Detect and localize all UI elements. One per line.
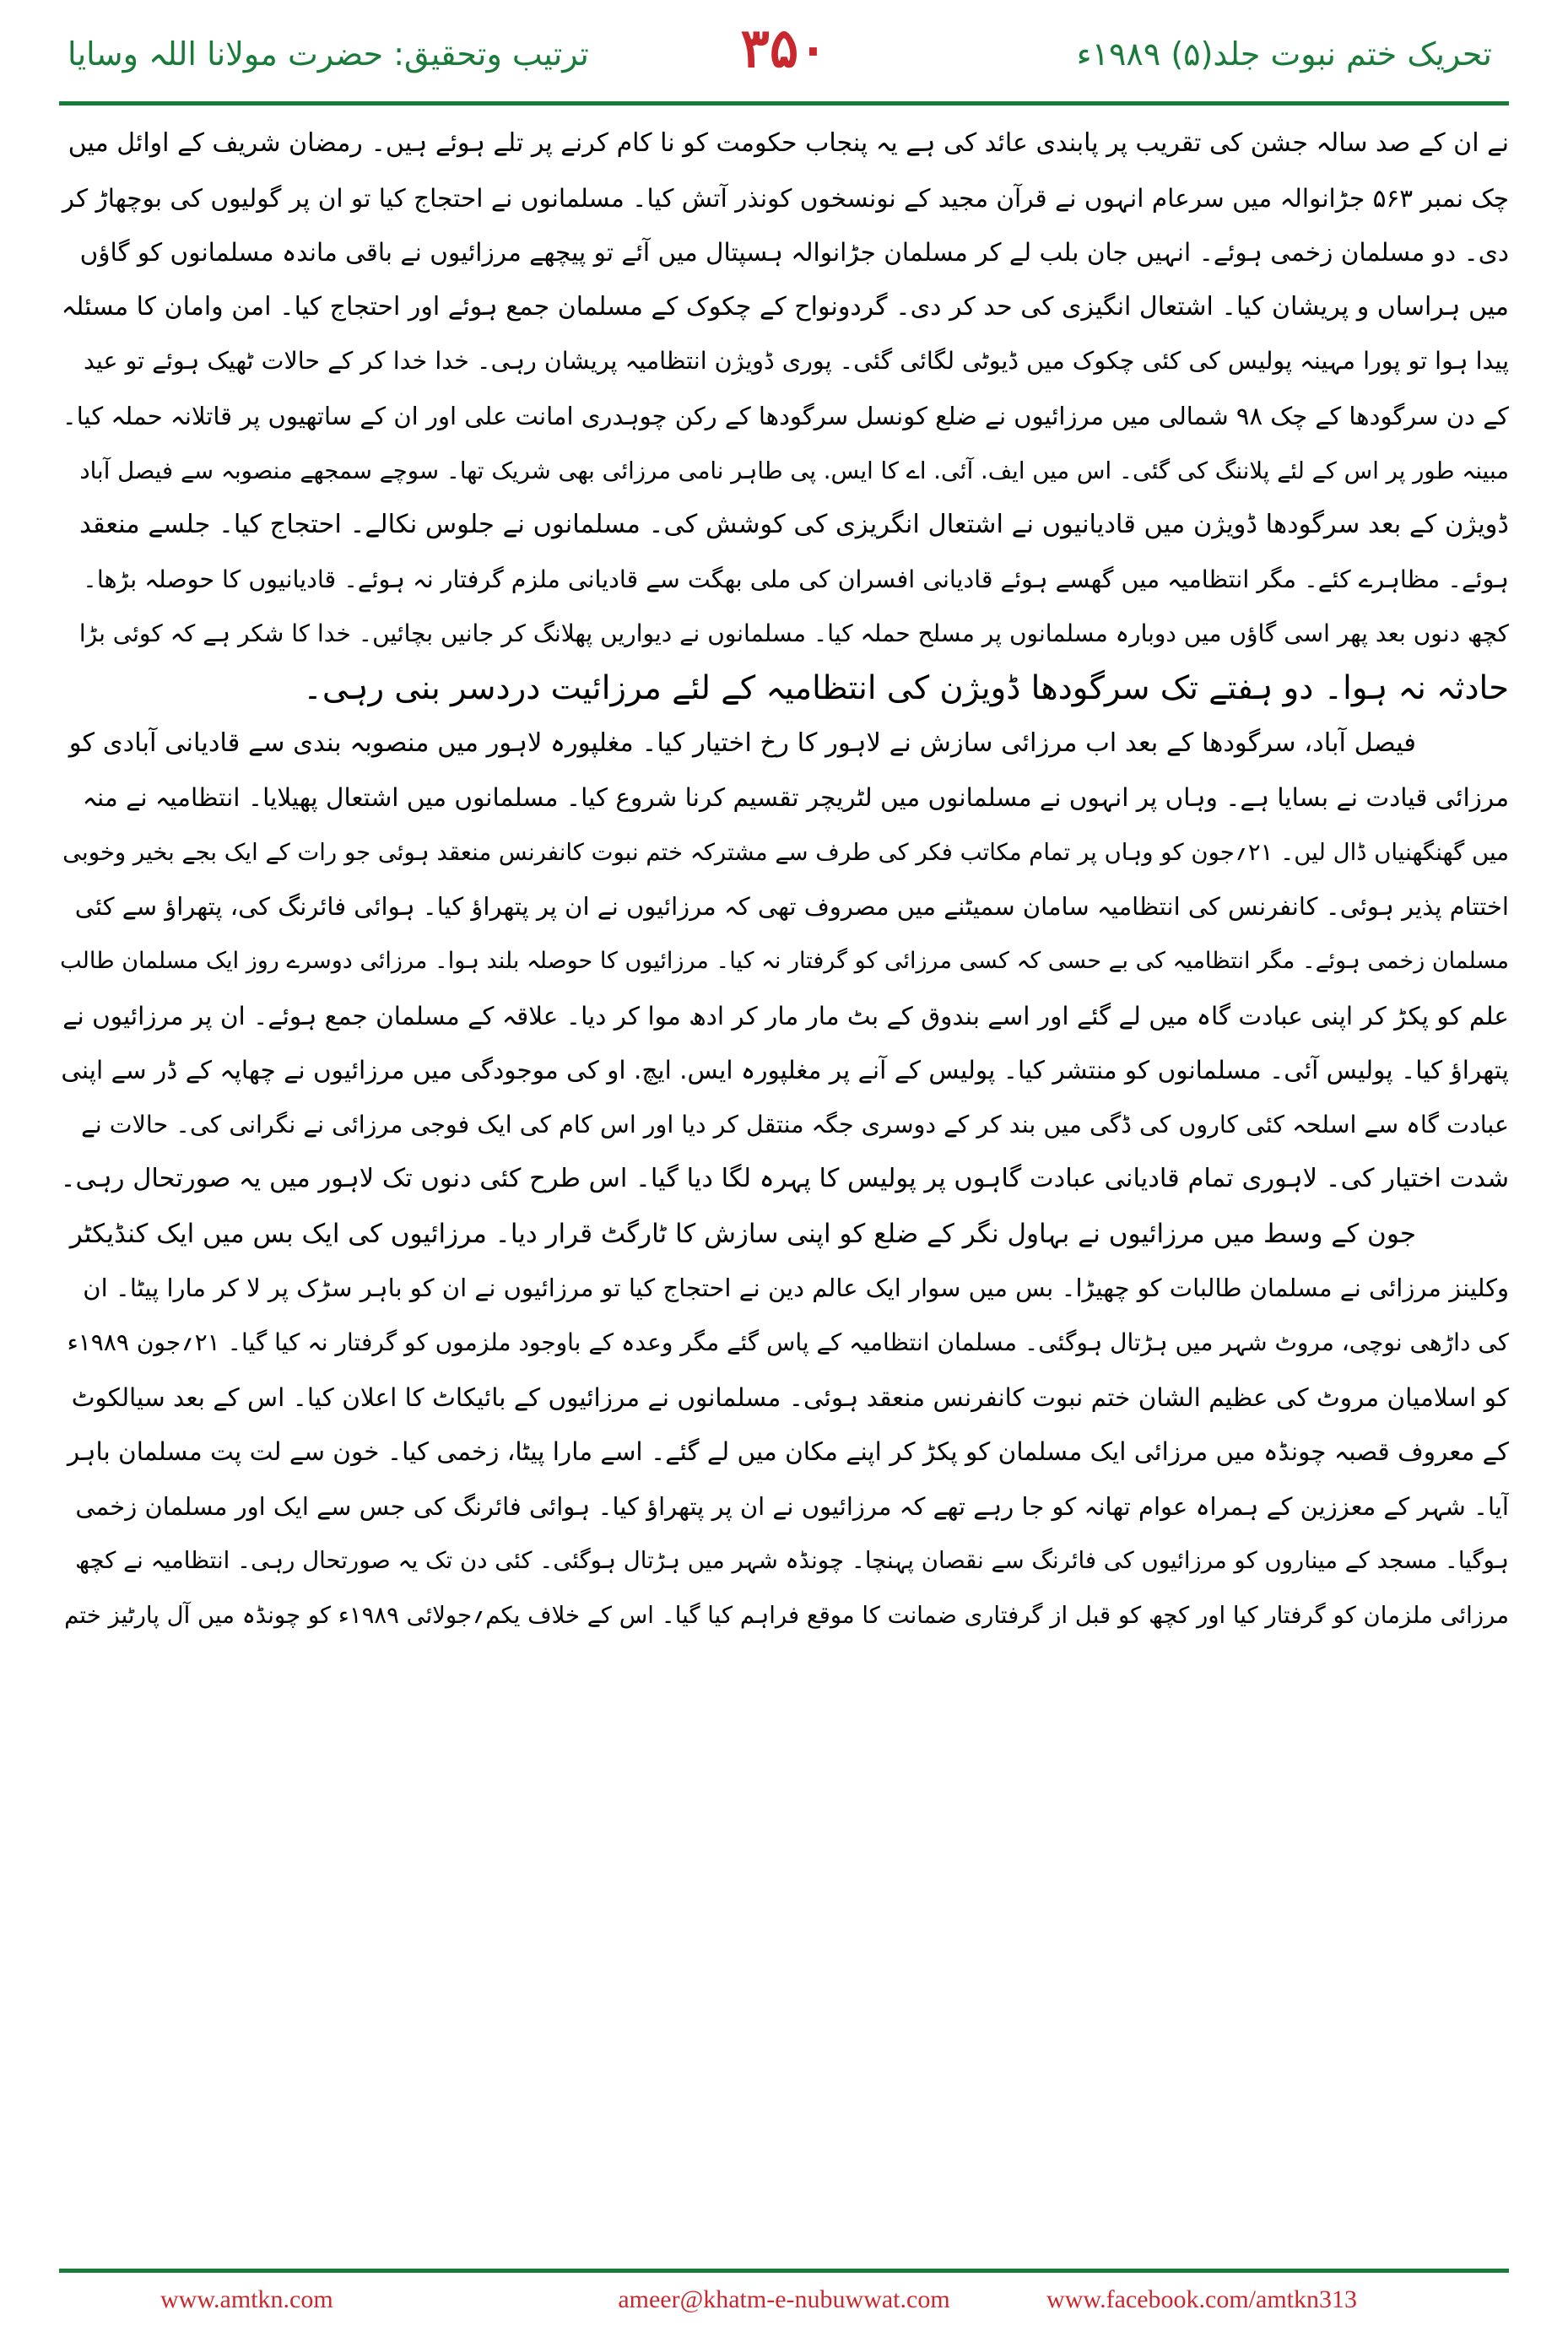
text-line: کو اسلامیان مروٹ کی عظیم الشان ختم نبوت کانفرنس منعقد ہوئی۔ مسلمانوں نے مرزائیوں کے بائیکاٹ کا اعلان کیا۔ اس کے بعد سیالکوٹ	[71, 1382, 1509, 1412]
text-line: مرزائی قیادت نے بسایا ہے۔ وہاں پر انہوں نے مسلمانوں میں لٹریچر تقسیم کرنا شروع کیا۔ مسلمانوں میں اشتعال پھیلایا۔ انتظامیہ نے منہ	[82, 783, 1509, 813]
text-line: ہوئے۔ مظاہرے کئے۔ مگر انتظامیہ میں گھسے ہوئے قادیانی افسران کی ملی بھگت سے قادیانی ملزم گرفتار نہ ہوئے۔ قادیانیوں کا حوصلہ بڑھا۔	[83, 565, 1509, 593]
text-line: آیا۔ شہر کے معززین کے ہمراہ عوام تھانہ کو جا رہے تھے کہ مرزائیوں نے ان پر پتھراؤ کیا۔ ہوائی فائرنگ کی جس سے ایک اور مسلمان زخمی	[75, 1491, 1509, 1521]
text-line: کے دن سرگودھا کے چک ۹۸ شمالی میں مرزائیوں نے ضلع کونسل سرگودھا کے رکن چوہدری امانت علی اور ان کے ساتھیوں پر قاتلانہ حملہ کیا۔	[62, 401, 1509, 430]
text-line: علم کو پکڑ کر اپنی عبادت گاہ میں لے گئے اور اسے بندوق کے بٹ مار مار کر ادھ موا کر دیا۔ علاقہ کے مسلمان جمع ہوئے۔ ان پر مرزائیوں نے	[62, 1001, 1509, 1030]
text-line: دی۔ دو مسلمان زخمی ہوئے۔ انہیں جان بلب لے کر مسلمان جڑانوالہ ہسپتال میں آئے تو پیچھے مرزائیوں نے باقی ماندہ مسلمانوں کو گاؤں	[79, 238, 1509, 268]
page-footer	[0, 2279, 1568, 2321]
footer-divider	[59, 2269, 1509, 2273]
text-line: اختتام پذیر ہوئی۔ کانفرنس کی انتظامیہ سامان سمیٹنے میں مصروف تھی کہ مرزائیوں نے ان پر پتھراؤ کیا۔ ہوائی فائرنگ کی، پتھراؤ سے کئی	[74, 892, 1509, 922]
text-line: میں ہراساں و پریشان کیا۔ اشتعال انگیزی کی حد کر دی۔ گردونواح کے چکوک کے مسلمان جمع ہوئے اور احتجاج کیا۔ امن وامان کا مسئلہ	[61, 291, 1509, 322]
text-line: مبینہ طور پر اس کے لئے پلاننگ کی گئی۔ اس میں ایف. آئی. اے کا ایس. پی طاہر نامی مرزائی بھی شریک تھا۔ سوچے سمجھے منصوبہ سے فیصل آباد	[79, 457, 1509, 484]
text-line: کے معروف قصبہ چونڈہ میں مرزائی ایک مسلمان کو پکڑ کر اپنے مکان میں لے گئے۔ اسے مارا پیٹا، زخمی کیا۔ خون سے لت پت مسلمان باہر	[67, 1437, 1509, 1467]
text-line: ڈویژن کے بعد سرگودھا ڈویژن میں قادیانیوں نے اشتعال انگریزی کی کوشش کی۔ مسلمانوں نے جلوس نکالے۔ احتجاج کیا۔ جلسے منعقد	[78, 510, 1509, 540]
text-line: عبادت گاہ سے اسلحہ کئی کاروں کی ڈگی میں بند کر کے دوسری جگہ منتقل کر دیا اور اس کام کی ایک فوجی مرزائی نے نگرانی کی۔ حالات نے	[81, 1110, 1509, 1139]
compiler-credit: ترتیب وتحقیق: حضرت مولانا اللہ وسایا	[68, 35, 589, 73]
text-line: پیدا ہوا تو پورا مہینہ پولیس کی کئی چکوک میں ڈیوٹی لگائی گئی۔ پوری ڈویژن انتظامیہ پریشان رہی۔ خدا خدا کر کے حالات ٹھیک ہوئے تو عید	[83, 347, 1509, 376]
page-header	[0, 0, 1568, 101]
page-body	[59, 116, 1509, 2201]
text-line: کچھ دنوں بعد پھر اسی گاؤں میں دوبارہ مسلمانوں پر مسلح حملہ کیا۔ مسلمانوں نے دیواریں پھلانگ کر جانیں بچائیں۔ خدا کا شکر ہے کہ کوئی بڑا	[78, 619, 1509, 648]
text-line: حادثہ نہ ہوا۔ دو ہفتے تک سرگودھا ڈویژن کی انتظامیہ کے لئے مرزائیت دردسر بنی رہی۔	[303, 668, 1509, 707]
page-number: ۳۵۰	[740, 17, 828, 80]
text-line: چک نمبر ۵۶۳ جڑانوالہ میں سرعام انہوں نے قرآن مجید کے نونسخوں کونذر آتش کیا۔ مسلمانوں نے احتجاج کیا تو ان پر گولیوں کی بوچھاڑ کر	[62, 183, 1509, 213]
book-title: تحریک ختم نبوت جلد(۵) ۱۹۸۹ء	[1076, 35, 1492, 73]
header-divider	[59, 101, 1509, 105]
text-line: کی داڑھی نوچی، مروٹ شہر میں ہڑتال ہوگئی۔ مسلمان انتظامیہ کے پاس گئے مگر وعدہ کے باوجود ملزموں کو گرفتار نہ کیا گیا۔ ۲۱؍جون ۱۹۸۹ء	[67, 1328, 1509, 1357]
text-line: میں گھنگھنیاں ڈال لیں۔ ۲۱؍جون کو وہاں پر تمام مکاتب فکر کی طرف سے مشترکہ ختم نبوت کانفرنس منعقد ہوئی جو رات کے ایک بجے بخیر وخوبی	[62, 838, 1509, 866]
website-link[interactable]: www.amtkn.com	[160, 2285, 333, 2313]
text-line: جون کے وسط میں مرزائیوں نے بہاول نگر کے ضلع کو اپنی سازش کا ٹارگٹ قرار دیا۔ مرزائیوں کی ایک بس میں ایک کنڈیکٹر	[69, 1218, 1416, 1249]
text-line: نے ان کے صد سالہ جشن کی تقریب پر پابندی عائد کی ہے یہ پنجاب حکومت کو نا کام کرنے پر تلے ہوئے ہیں۔ رمضان شریف کے اوائل میں	[68, 128, 1509, 158]
facebook-link[interactable]: www.facebook.com/amtkn313	[1046, 2285, 1357, 2313]
text-line: وکلینز مرزائی نے مسلمان طالبات کو چھیڑا۔ بس میں سوار ایک عالم دین نے احتجاج کیا تو مرزائیوں نے ان کو باہر سڑک پر لا کر مارا پیٹا۔ ان	[83, 1274, 1509, 1303]
text-line: ہوگیا۔ مسجد کے میناروں کو مرزائیوں کی فائرنگ سے نقصان پہنچا۔ چونڈہ شہر میں ہڑتال ہوگئی۔ کئی دن تک یہ صورتحال رہی۔ انتظامیہ نے کچھ	[75, 1547, 1509, 1575]
text-line: پتھراؤ کیا۔ پولیس آئی۔ مسلمانوں کو منتشر کیا۔ پولیس کے آنے پر مغلپورہ ایس. ایچ. او کی موجودگی میں مرزائیوں نے چھاپہ کے ڈر سے اپنی	[61, 1056, 1509, 1085]
text-line: شدت اختیار کی۔ لاہوری تمام قادیانی عبادت گاہوں پر پولیس کا پہرہ لگا دیا گیا۔ اس طرح کئی دنوں تک لاہور میں یہ صورتحال رہی۔	[60, 1164, 1509, 1194]
text-line: فیصل آباد، سرگودھا کے بعد اب مرزائی سازش نے لاہور کا رخ اختیار کیا۔ مغلپورہ لاہور میں منصوبہ بندی سے قادیانی آبادی کو	[68, 727, 1416, 758]
text-line: مرزائی ملزمان کو گرفتار کیا اور کچھ کو قبل از گرفتاری ضمانت کا موقع فراہم کیا گیا۔ اس کے خلاف یکم؍جولائی ۱۹۸۹ء کو چونڈہ میں آل پارٹیز ختم	[64, 1602, 1509, 1630]
email-link[interactable]: ameer@khatm-e-nubuwwat.com	[618, 2285, 950, 2313]
text-line: مسلمان زخمی ہوئے۔ مگر انتظامیہ کی بے حسی کہ کسی مرزائی کو گرفتار نہ کیا۔ مرزائیوں کا حوصلہ بلند ہوا۔ مرزائی دوسرے روز ایک مسلمان طالب	[60, 947, 1509, 974]
